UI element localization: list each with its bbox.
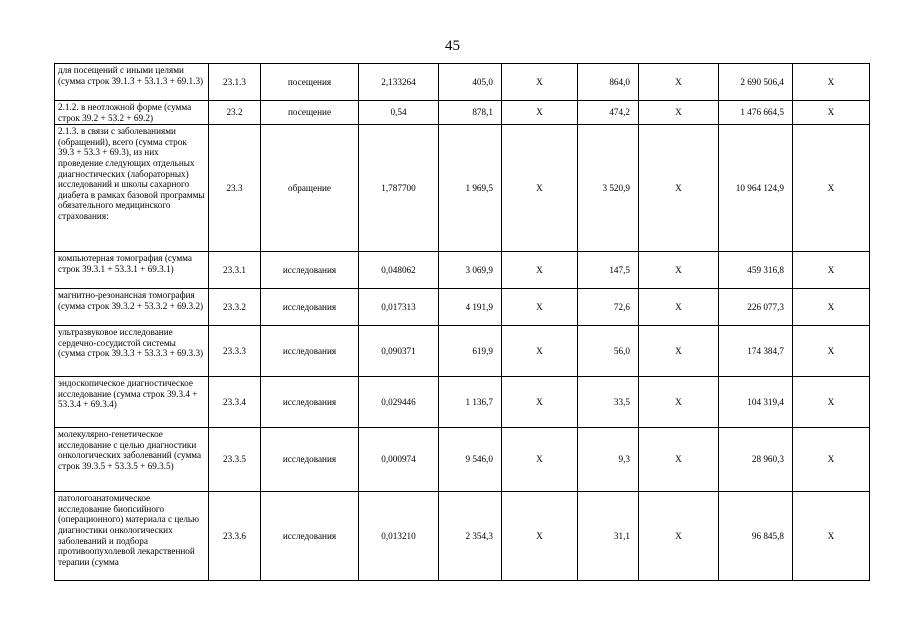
row-code: 23.3.3 xyxy=(209,326,261,377)
row-unit: исследования xyxy=(261,377,359,428)
row-x-mark: Х xyxy=(639,125,719,252)
row-x-mark: Х xyxy=(639,326,719,377)
row-name: ультразвуковое исследование сердечно-сосудистой системы (сумма строк 39.3.3 + 53.3.3 + 69.3.3) xyxy=(55,326,209,377)
row-unit: обращение xyxy=(261,125,359,252)
table-row xyxy=(55,326,870,377)
row-code: 23.3.6 xyxy=(209,492,261,581)
table-row xyxy=(55,252,870,289)
row-code: 23.3 xyxy=(209,125,261,252)
row-per-capita: 72,6 xyxy=(578,289,639,326)
data-table xyxy=(54,63,870,581)
row-total: 96 845,8 xyxy=(719,492,793,581)
row-per-capita: 3 520,9 xyxy=(578,125,639,252)
row-unit: исследования xyxy=(261,252,359,289)
row-total: 104 319,4 xyxy=(719,377,793,428)
row-code: 23.3.1 xyxy=(209,252,261,289)
table-body xyxy=(55,64,870,581)
row-total: 1 476 664,5 xyxy=(719,101,793,125)
row-x-mark: Х xyxy=(793,289,870,326)
row-x-mark: Х xyxy=(502,492,578,581)
row-name: патологоанатомическое исследование биопсийного (операционного) материала с целью диагностики онкологических заболеваний и подбора противоопухолевой лекарственной терапии (сумма xyxy=(55,492,209,581)
row-total: 2 690 506,4 xyxy=(719,64,793,101)
row-total: 174 384,7 xyxy=(719,326,793,377)
row-norm: 2,133264 xyxy=(359,64,439,101)
table-row xyxy=(55,428,870,492)
row-x-mark: Х xyxy=(793,326,870,377)
row-x-mark: Х xyxy=(639,64,719,101)
row-unit: исследования xyxy=(261,289,359,326)
row-per-capita: 31,1 xyxy=(578,492,639,581)
row-x-mark: Х xyxy=(502,101,578,125)
table-row xyxy=(55,289,870,326)
row-total: 10 964 124,9 xyxy=(719,125,793,252)
table-row xyxy=(55,125,870,252)
row-name: для посещений с иными целями (сумма строк 39.1.3 + 53.1.3 + 69.1.3) xyxy=(55,64,209,101)
row-code: 23.3.5 xyxy=(209,428,261,492)
row-norm: 0,029446 xyxy=(359,377,439,428)
row-cost: 3 069,9 xyxy=(439,252,502,289)
row-per-capita: 864,0 xyxy=(578,64,639,101)
row-name: молекулярно-генетическое исследование с целью диагностики онкологических заболеваний (сумма строк 39.3.5 + 53.3.5 + 69.3.5) xyxy=(55,428,209,492)
row-x-mark: Х xyxy=(502,252,578,289)
row-name: эндоскопическое диагностическое исследование (сумма строк 39.3.4 + 53.3.4 + 69.3.4) xyxy=(55,377,209,428)
row-per-capita: 147,5 xyxy=(578,252,639,289)
row-norm: 0,000974 xyxy=(359,428,439,492)
row-norm: 0,048062 xyxy=(359,252,439,289)
row-x-mark: Х xyxy=(793,252,870,289)
row-cost: 9 546,0 xyxy=(439,428,502,492)
row-norm: 0,54 xyxy=(359,101,439,125)
row-unit: посещения xyxy=(261,64,359,101)
row-per-capita: 56,0 xyxy=(578,326,639,377)
row-unit: посещение xyxy=(261,101,359,125)
row-x-mark: Х xyxy=(502,289,578,326)
row-norm: 0,013210 xyxy=(359,492,439,581)
table-row xyxy=(55,64,870,101)
row-x-mark: Х xyxy=(639,289,719,326)
row-name: магнитно-резонансная томография (сумма строк 39.3.2 + 53.3.2 + 69.3.2) xyxy=(55,289,209,326)
row-name: 2.1.3. в связи с заболеваниями (обращений), всего (сумма строк 39.3 + 53.3 + 69.3), из них проведение следующих отдельных диагностических (лабораторных) исследований и школы сахарного диабета в рамках базовой программы обязательного медицинского страхования: xyxy=(55,125,209,252)
row-norm: 0,090371 xyxy=(359,326,439,377)
row-x-mark: Х xyxy=(502,326,578,377)
row-total: 459 316,8 xyxy=(719,252,793,289)
row-cost: 878,1 xyxy=(439,101,502,125)
row-norm: 0,017313 xyxy=(359,289,439,326)
row-x-mark: Х xyxy=(639,252,719,289)
row-cost: 619,9 xyxy=(439,326,502,377)
page-number: 45 xyxy=(445,38,460,54)
row-unit: исследования xyxy=(261,326,359,377)
row-code: 23.3.4 xyxy=(209,377,261,428)
table-row xyxy=(55,377,870,428)
row-x-mark: Х xyxy=(502,377,578,428)
row-unit: исследования xyxy=(261,428,359,492)
row-cost: 405,0 xyxy=(439,64,502,101)
row-per-capita: 9,3 xyxy=(578,428,639,492)
row-cost: 1 969,5 xyxy=(439,125,502,252)
row-x-mark: Х xyxy=(793,428,870,492)
row-total: 226 077,3 xyxy=(719,289,793,326)
row-cost: 2 354,3 xyxy=(439,492,502,581)
table-row xyxy=(55,492,870,581)
table-row xyxy=(55,101,870,125)
row-per-capita: 474,2 xyxy=(578,101,639,125)
row-x-mark: Х xyxy=(502,428,578,492)
row-x-mark: Х xyxy=(502,125,578,252)
row-norm: 1,787700 xyxy=(359,125,439,252)
row-total: 28 960,3 xyxy=(719,428,793,492)
row-cost: 1 136,7 xyxy=(439,377,502,428)
row-x-mark: Х xyxy=(639,377,719,428)
row-name: компьютерная томография (сумма строк 39.3.1 + 53.3.1 + 69.3.1) xyxy=(55,252,209,289)
row-x-mark: Х xyxy=(793,101,870,125)
row-x-mark: Х xyxy=(639,492,719,581)
row-x-mark: Х xyxy=(502,64,578,101)
row-per-capita: 33,5 xyxy=(578,377,639,428)
row-x-mark: Х xyxy=(639,428,719,492)
row-x-mark: Х xyxy=(793,377,870,428)
row-unit: исследования xyxy=(261,492,359,581)
row-x-mark: Х xyxy=(639,101,719,125)
row-cost: 4 191,9 xyxy=(439,289,502,326)
row-code: 23.1.3 xyxy=(209,64,261,101)
row-x-mark: Х xyxy=(793,492,870,581)
row-code: 23.2 xyxy=(209,101,261,125)
row-x-mark: Х xyxy=(793,64,870,101)
row-name: 2.1.2. в неотложной форме (сумма строк 39.2 + 53.2 + 69.2) xyxy=(55,101,209,125)
row-x-mark: Х xyxy=(793,125,870,252)
row-code: 23.3.2 xyxy=(209,289,261,326)
